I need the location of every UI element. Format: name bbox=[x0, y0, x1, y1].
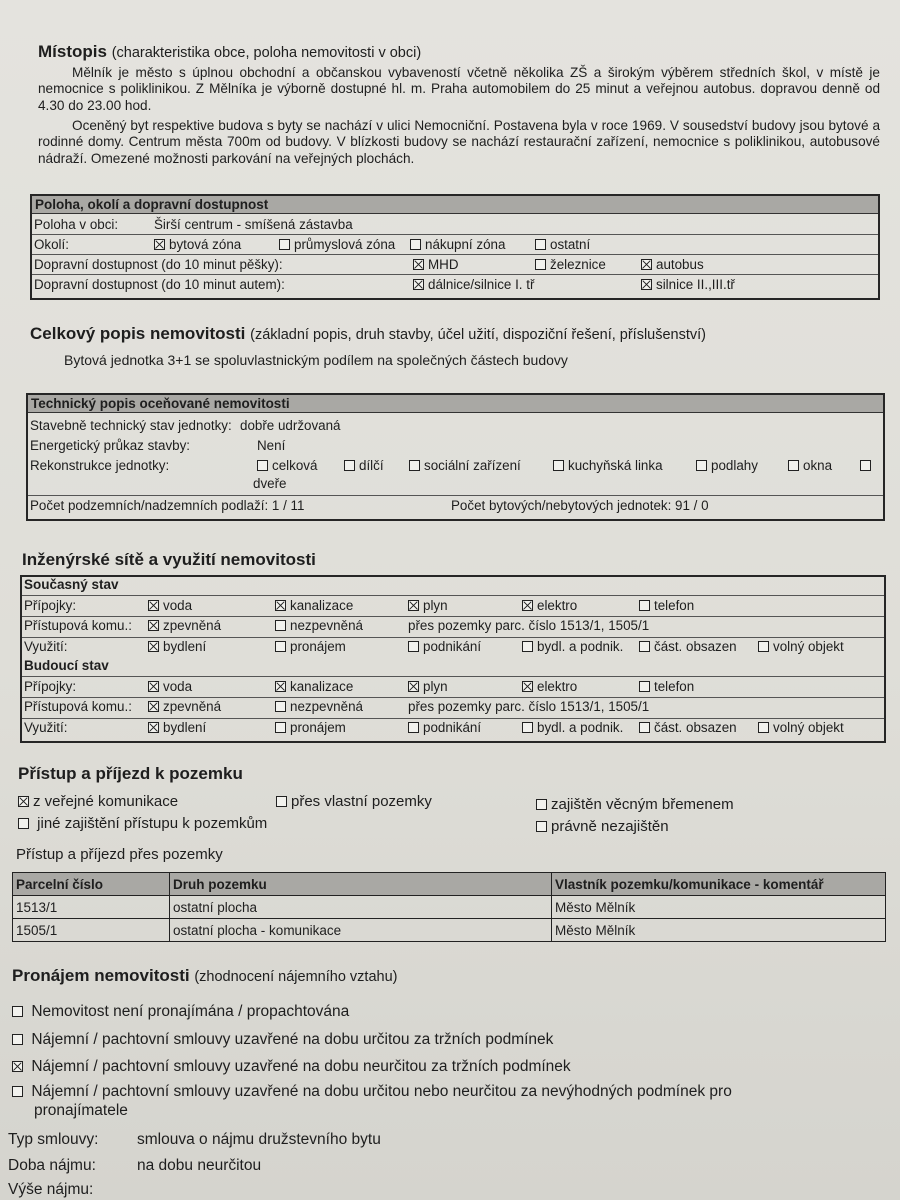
rekonstrukce-socialni[interactable]: sociální zařízení bbox=[409, 458, 521, 473]
checkbox-checked[interactable] bbox=[148, 620, 159, 631]
pristup-heading bbox=[18, 764, 243, 784]
checkbox-unchecked[interactable] bbox=[758, 722, 769, 733]
soucasny-nezpevnena[interactable]: nezpevněná bbox=[275, 618, 363, 633]
checkbox-unchecked[interactable] bbox=[639, 600, 650, 611]
checkbox-unchecked[interactable] bbox=[279, 239, 290, 250]
checkbox-checked[interactable] bbox=[275, 681, 286, 692]
checkbox-unchecked[interactable] bbox=[788, 460, 799, 471]
typ-smlouvy-value: smlouva o nájmu družstevního bytu bbox=[137, 1131, 381, 1148]
rekonstrukce-celkova[interactable]: celková bbox=[257, 458, 317, 473]
checkbox-unchecked[interactable] bbox=[257, 460, 268, 471]
rekonstrukce-podlahy[interactable]: podlahy bbox=[696, 458, 758, 473]
mistopis-paragraph-1: Mělník je město s úplnou obchodní a občanskou vybaveností včetně několika ZŠ a širokým výběrem středních škol, v místě je nemocnice s poliklinikou. Z Mělníka je výborně dostupné hl. m. Praha automobilem do 25 minut a veřejnou autobus. dopravou denně od 4.30 do 23.00 hod. bbox=[38, 65, 880, 113]
okoli-ostatni[interactable]: ostatní bbox=[535, 237, 590, 252]
budouci-pristupova-label: Přístupová komu.: bbox=[24, 699, 132, 714]
checkbox-unchecked[interactable] bbox=[639, 681, 650, 692]
checkbox-unchecked[interactable] bbox=[18, 818, 29, 829]
checkbox-unchecked[interactable] bbox=[408, 641, 419, 652]
budouci-elektro[interactable]: elektro bbox=[522, 679, 577, 694]
pristup-title: Přístup a příjezd k pozemku bbox=[18, 764, 243, 783]
okoli-nakupni-zona[interactable]: nákupní zóna bbox=[410, 237, 505, 252]
pristup-nezajisten[interactable]: právně nezajištěn bbox=[536, 818, 669, 835]
budouci-cast-obsazen[interactable]: část. obsazen bbox=[639, 720, 737, 735]
okoli-bytova-zona[interactable]: bytová zóna bbox=[154, 237, 241, 252]
rekonstrukce-kuchynska[interactable]: kuchyňská linka bbox=[553, 458, 663, 473]
site-budouci-stav: Budoucí stav bbox=[24, 658, 109, 673]
checkbox-checked[interactable] bbox=[12, 1061, 23, 1072]
col-druh-pozemku: Druh pozemku bbox=[170, 873, 552, 896]
checkbox-unchecked[interactable] bbox=[410, 239, 421, 250]
celkovy-subtitle: (základní popis, druh stavby, účel užití, dispoziční řešení, příslušenství) bbox=[250, 327, 707, 343]
cell-parcel: 1513/1 bbox=[13, 896, 170, 919]
mistopis-paragraph-2: Oceněný byt respektive budova s byty se nachází v ulici Nemocniční. Postavena byla v roce 1969. V sousedství budovy jsou bytové a rodinné domy. Centrum města 700m od budovy. V blízkosti budovy se nachází restaurační zařízení, nemocnice s poliklinikou, autobusové nádraží. Omezené možnosti parkování na veřejných plochách. bbox=[38, 118, 880, 166]
rekonstrukce-dilci[interactable]: dílčí bbox=[344, 458, 384, 473]
checkbox-checked[interactable] bbox=[154, 239, 165, 250]
pronajem-option-2[interactable]: Nájemní / pachtovní smlouvy uzavřené na dobu určitou za tržních podmínek bbox=[12, 1031, 553, 1049]
site-heading bbox=[22, 550, 316, 570]
table-row bbox=[13, 919, 886, 942]
soucasny-voda[interactable]: voda bbox=[148, 598, 192, 613]
checkbox-checked[interactable] bbox=[148, 722, 159, 733]
pronajem-option-1[interactable]: Nemovitost není pronajímána / propachtována bbox=[12, 1003, 349, 1021]
technicky-row1-label: Stavebně technický stav jednotky: bbox=[30, 418, 232, 433]
celkovy-title: Celkový popis nemovitosti bbox=[30, 324, 246, 343]
pronajem-option-4[interactable]: Nájemní / pachtovní smlouvy uzavřené na dobu určitou nebo neurčitou za nevýhodných podmínek pro bbox=[12, 1083, 732, 1101]
table-header-row bbox=[13, 873, 886, 896]
checkbox-unchecked[interactable] bbox=[12, 1034, 23, 1045]
budouci-telefon[interactable]: telefon bbox=[639, 679, 694, 694]
cell-parcel: 1505/1 bbox=[13, 919, 170, 942]
doba-najmu-value: na dobu neurčitou bbox=[137, 1157, 262, 1174]
pronajem-subtitle: (zhodnocení nájemního vztahu) bbox=[194, 969, 398, 985]
checkbox-checked[interactable] bbox=[148, 701, 159, 712]
pronajem-title: Pronájem nemovitosti bbox=[12, 966, 190, 985]
checkbox-unchecked[interactable] bbox=[522, 722, 533, 733]
poloha-row4-label: Dopravní dostupnost (do 10 minut autem): bbox=[34, 277, 285, 292]
checkbox-unchecked[interactable] bbox=[408, 722, 419, 733]
checkbox-unchecked[interactable] bbox=[275, 620, 286, 631]
soucasny-podnikani[interactable]: podnikání bbox=[408, 639, 481, 654]
checkbox-unchecked[interactable] bbox=[12, 1086, 23, 1097]
soucasny-bydl-podnik[interactable]: bydl. a podnik. bbox=[522, 639, 623, 654]
technicky-row2-label: Energetický průkaz stavby: bbox=[30, 438, 191, 453]
table-row bbox=[13, 896, 886, 919]
checkbox-unchecked[interactable] bbox=[409, 460, 420, 471]
checkbox-unchecked[interactable] bbox=[553, 460, 564, 471]
budouci-pronajem[interactable]: pronájem bbox=[275, 720, 346, 735]
checkbox-checked[interactable] bbox=[18, 796, 29, 807]
budouci-voda[interactable]: voda bbox=[148, 679, 192, 694]
checkbox-unchecked[interactable] bbox=[275, 722, 286, 733]
cell-druh: ostatní plocha - komunikace bbox=[170, 919, 552, 942]
budouci-kanalizace[interactable]: kanalizace bbox=[275, 679, 353, 694]
rekonstrukce-dvere-checkbox[interactable] bbox=[860, 458, 875, 473]
soucasny-zpevnena[interactable]: zpevněná bbox=[148, 618, 221, 633]
poloha-header: Poloha, okolí a dopravní dostupnost bbox=[32, 196, 878, 214]
soucasny-pronajem[interactable]: pronájem bbox=[275, 639, 346, 654]
budouci-podnikani[interactable]: podnikání bbox=[408, 720, 481, 735]
pronajem-option-4-cont: pronajímatele bbox=[34, 1102, 128, 1119]
checkbox-unchecked[interactable] bbox=[12, 1006, 23, 1017]
soucasny-pripojky-label: Přípojky: bbox=[24, 598, 77, 613]
checkbox-checked[interactable] bbox=[275, 600, 286, 611]
technicky-podlazi: Počet podzemních/nadzemních podlaží: 1 / 11 bbox=[30, 498, 305, 513]
checkbox-unchecked[interactable] bbox=[276, 796, 287, 807]
pesky-zeleznice[interactable]: železnice bbox=[535, 257, 606, 272]
soucasny-plyn[interactable]: plyn bbox=[408, 598, 448, 613]
poloha-row3-label: Dopravní dostupnost (do 10 minut pěšky): bbox=[34, 257, 283, 272]
soucasny-cast-obsazen[interactable]: část. obsazen bbox=[639, 639, 737, 654]
doba-najmu-label: Doba nájmu: bbox=[8, 1157, 96, 1174]
col-parcelni-cislo: Parcelní číslo bbox=[13, 873, 170, 896]
soucasny-bydleni[interactable]: bydlení bbox=[148, 639, 206, 654]
checkbox-unchecked[interactable] bbox=[344, 460, 355, 471]
checkbox-checked[interactable] bbox=[641, 259, 652, 270]
checkbox-unchecked[interactable] bbox=[758, 641, 769, 652]
poloha-row1-label: Poloha v obci: bbox=[34, 217, 119, 232]
checkbox-checked[interactable] bbox=[148, 681, 159, 692]
okoli-prumyslova-zona[interactable]: průmyslová zóna bbox=[279, 237, 395, 252]
poloha-row1-value: Širší centrum - smíšená zástavba bbox=[154, 217, 353, 232]
pronajem-option-3[interactable]: Nájemní / pachtovní smlouvy uzavřené na dobu neurčitou za tržních podmínek bbox=[12, 1058, 571, 1076]
site-box bbox=[20, 575, 886, 743]
checkbox-unchecked[interactable] bbox=[536, 821, 547, 832]
soucasny-telefon[interactable]: telefon bbox=[639, 598, 694, 613]
checkbox-unchecked[interactable] bbox=[275, 701, 286, 712]
soucasny-kanalizace[interactable]: kanalizace bbox=[275, 598, 353, 613]
pesky-autobus[interactable]: autobus bbox=[641, 257, 704, 272]
checkbox-unchecked[interactable] bbox=[860, 460, 871, 471]
poloha-row2-label: Okolí: bbox=[34, 237, 69, 252]
checkbox-checked[interactable] bbox=[413, 259, 424, 270]
budouci-bydleni[interactable]: bydlení bbox=[148, 720, 206, 735]
parcel-table bbox=[12, 872, 886, 942]
soucasny-vyuziti-label: Využití: bbox=[24, 639, 68, 654]
technicky-row3-label: Rekonstrukce jednotky: bbox=[30, 458, 170, 473]
budouci-volny-objekt[interactable]: volný objekt bbox=[758, 720, 844, 735]
technicky-jednotky: Počet bytových/nebytových jednotek: 91 / 0 bbox=[451, 498, 709, 513]
checkbox-checked[interactable] bbox=[408, 600, 419, 611]
mistopis-subtitle: (charakteristika obce, poloha nemovitosti v obci) bbox=[111, 45, 422, 61]
checkbox-unchecked[interactable] bbox=[522, 641, 533, 652]
rekonstrukce-dvere-label: dveře bbox=[253, 476, 287, 491]
checkbox-unchecked[interactable] bbox=[535, 239, 546, 250]
checkbox-checked[interactable] bbox=[641, 279, 652, 290]
cell-vlastnik: Město Mělník bbox=[552, 896, 886, 919]
checkbox-checked[interactable] bbox=[408, 681, 419, 692]
typ-smlouvy-label: Typ smlouvy: bbox=[8, 1131, 99, 1148]
celkovy-text: Bytová jednotka 3+1 se spoluvlastnickým podílem na společných částech budovy bbox=[64, 352, 568, 368]
pristup-subtitle: Přístup a příjezd přes pozemky bbox=[16, 846, 223, 863]
checkbox-unchecked[interactable] bbox=[535, 259, 546, 270]
technicky-box bbox=[26, 393, 885, 521]
budouci-pripojky-label: Přípojky: bbox=[24, 679, 77, 694]
budouci-plyn[interactable]: plyn bbox=[408, 679, 448, 694]
col-vlastnik: Vlastník pozemku/komunikace - komentář bbox=[552, 873, 886, 896]
checkbox-checked[interactable] bbox=[522, 600, 533, 611]
autem-silnice[interactable]: silnice II.,III.tř bbox=[641, 277, 735, 292]
pristup-jine[interactable]: jiné zajištění přístupu k pozemkům bbox=[18, 815, 267, 832]
checkbox-checked[interactable] bbox=[522, 681, 533, 692]
cell-druh: ostatní plocha bbox=[170, 896, 552, 919]
pristup-vlastni[interactable]: přes vlastní pozemky bbox=[276, 793, 432, 810]
site-title: Inženýrské sítě a využití nemovitosti bbox=[22, 550, 316, 569]
autem-dalnice[interactable]: dálnice/silnice I. tř bbox=[413, 277, 534, 292]
checkbox-checked[interactable] bbox=[148, 600, 159, 611]
site-soucasny-stav: Současný stav bbox=[24, 577, 119, 592]
pesky-mhd[interactable]: MHD bbox=[413, 257, 459, 272]
checkbox-checked[interactable] bbox=[413, 279, 424, 290]
technicky-row1-value: dobře udržovaná bbox=[240, 418, 341, 433]
mistopis-heading bbox=[38, 42, 421, 62]
pronajem-heading bbox=[12, 966, 397, 986]
technicky-row2-value: Není bbox=[257, 438, 286, 453]
checkbox-unchecked[interactable] bbox=[275, 641, 286, 652]
soucasny-volny-objekt[interactable]: volný objekt bbox=[758, 639, 844, 654]
checkbox-unchecked[interactable] bbox=[536, 799, 547, 810]
checkbox-unchecked[interactable] bbox=[639, 722, 650, 733]
soucasny-pristupova-label: Přístupová komu.: bbox=[24, 618, 132, 633]
pristup-verejne[interactable]: z veřejné komunikace bbox=[18, 793, 178, 810]
vyse-najmu-label: Výše nájmu: bbox=[8, 1181, 94, 1198]
budouci-vyuziti-label: Využití: bbox=[24, 720, 68, 735]
mistopis-title: Místopis bbox=[38, 42, 107, 61]
cell-vlastnik: Město Mělník bbox=[552, 919, 886, 942]
budouci-bydl-podnik[interactable]: bydl. a podnik. bbox=[522, 720, 623, 735]
poloha-box bbox=[30, 194, 880, 300]
soucasny-pres-pozemky: přes pozemky parc. číslo 1513/1, 1505/1 bbox=[408, 618, 650, 633]
budouci-pres-pozemky: přes pozemky parc. číslo 1513/1, 1505/1 bbox=[408, 699, 650, 714]
celkovy-heading bbox=[30, 324, 706, 344]
budouci-zpevnena[interactable]: zpevněná bbox=[148, 699, 221, 714]
pristup-bremeno[interactable]: zajištěn věcným břemenem bbox=[536, 796, 734, 813]
checkbox-checked[interactable] bbox=[148, 641, 159, 652]
checkbox-unchecked[interactable] bbox=[696, 460, 707, 471]
checkbox-unchecked[interactable] bbox=[639, 641, 650, 652]
soucasny-elektro[interactable]: elektro bbox=[522, 598, 577, 613]
rekonstrukce-okna[interactable]: okna bbox=[788, 458, 832, 473]
technicky-header: Technický popis oceňované nemovitosti bbox=[28, 395, 883, 413]
budouci-nezpevnena[interactable]: nezpevněná bbox=[275, 699, 363, 714]
